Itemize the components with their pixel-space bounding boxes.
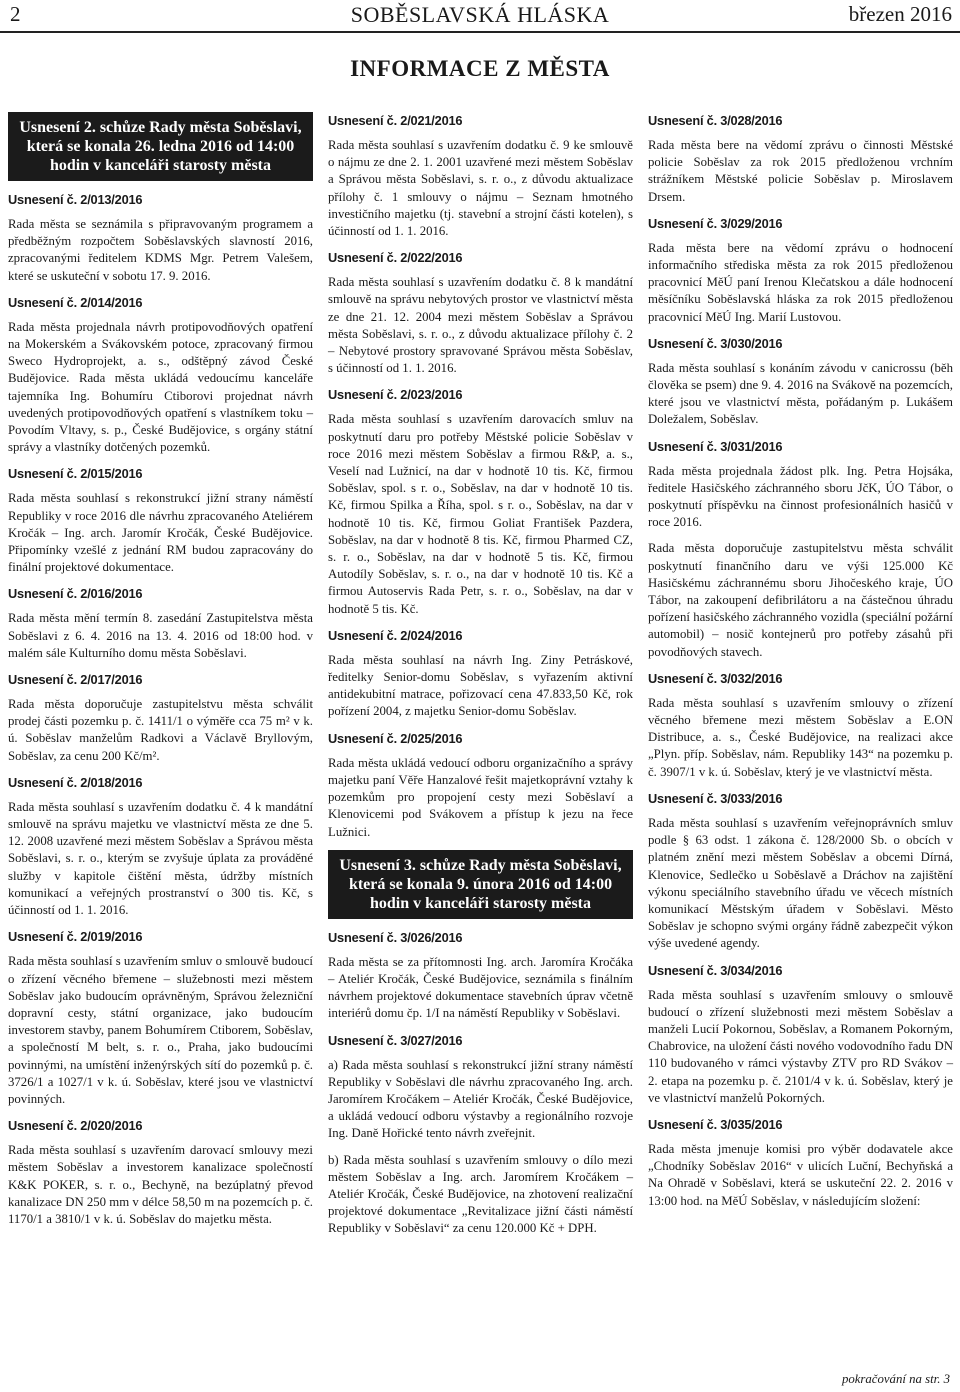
resolution-number: Usnesení č. 3/030/2016 <box>648 335 783 351</box>
resolution-number: Usnesení č. 2/015/2016 <box>8 466 143 482</box>
resolution-text: Rada města mění termín 8. zasedání Zastupitelstva města Soběslavi z 6. 4. 2016 na 13. 4. 2016 od 18:00 hod. v malém sále Kulturního domu města Soběslavi. <box>8 611 313 660</box>
resolution-text: b) Rada města souhlasí s uzavřením smlouvy o dílo mezi městem Soběslav a Ing. arch. Jaromírem Kročákem – Ateliér Kročák, České Budějovice, na zhotovení realizační projektové dokumentace „Revitalizace jižní části náměstí Republiky v Soběslavi“ za cenu 120.000 Kč + DPH. <box>328 1152 633 1236</box>
resolution-number: Usnesení č. 3/032/2016 <box>648 670 783 686</box>
resolution-text: Rada města souhlasí s uzavřením smlouvy o smlouvě budoucí o zřízení služebnosti mezi městem Soběslav a manželi Lucií Pokornou, Soběslav, a Romanem Pokorným, Chabrovice, na uložení části nového vodovodního řadu DN 110 budovaného v rámci výstavby ZTV pro RD Svákov – 2. etapa na pozemku p. č. 2101/4 v k. ú. Soběslav, který je ve vlastnictví manželů Pokorných. <box>648 987 953 1105</box>
continuation-note: pokračování na str. 3 <box>841 1372 950 1386</box>
resolution-number: Usnesení č. 2/025/2016 <box>328 730 463 746</box>
resolution-text: Rada města se za přítomnosti Ing. arch. Jaromíra Kročáka – Ateliér Kročák, České Budějovice, seznámila s finálním návrhem projektové dokumentace stavebních úprav včetně interiérů domu čp. 1/I na náměstí Republiky v Soběslavi. <box>328 954 633 1021</box>
resolution-text: a) Rada města souhlasí s rekonstrukcí jižní strany náměstí Republiky v Soběslavi dle návrhu zpracovaného Ing. arch. Jaromírem Kročákem – Ateliér Kročák, České Budějovice, a ukládá vedoucí odboru výstavby a regionálního rozvoje Ing. Daně Hořické tento návrh zveřejnit. <box>328 1057 633 1141</box>
resolution-number: Usnesení č. 3/035/2016 <box>648 1116 783 1132</box>
resolution-text: Rada města bere na vědomí zprávu o hodnocení informačního střediska města za rok 2015 předloženou pracovnicí MěÚ paní Irenou Klečatskou a dále hodnocení měsíčníku Soběslavská hláska za rok 2015 předloženou pracovnicí MěÚ Ing. Marií Lustovou. <box>648 240 953 324</box>
resolution-text: Rada města doporučuje zastupitelstvu města schválit prodej části pozemku p. č. 1411/1 o výměře cca 75 m² v k. ú. Soběslav manželům Radkovi a Václavě Bryllovým, Soběslav, za cenu 200 Kč/m². <box>8 697 313 763</box>
masthead-rule <box>0 31 960 33</box>
resolution-text: Rada města doporučuje zastupitelstvu města schválit poskytnutí finančního daru ve výši 125.000 Kč Hasičskému záchrannému sboru Jihočeského kraje, ÚO Tábor, na zakoupení defibrilátoru a na částečnou úhradu pořízení hasičského záchranného vozidla (speciální požární automobil) – nosič kontejnerů pro potřeby zásahů při povodňových stavech. <box>648 541 953 659</box>
resolution-text: Rada města projednala žádost plk. Ing. Petra Hojsáka, ředitele Hasičského záchranného sboru JčK, ÚO Tábor, o poskytnutí příspěvku na činnost profesionálních hasičů v roce 2016. <box>648 463 953 530</box>
resolution-number: Usnesení č. 3/034/2016 <box>648 962 783 978</box>
masthead <box>0 0 960 32</box>
resolution-number: Usnesení č. 3/029/2016 <box>648 215 783 231</box>
resolution-text: Rada města souhlasí s uzavřením dodatku č. 9 ke smlouvě o nájmu ze dne 2. 1. 2001 uzavřené mezi městem Soběslav a Správou města Soběslavi, s. r. o., z důvodu aktualizace přílohy č. 1 smlouvy o nájmu – Seznam hmotného investičního majetku (tj. stavební a strojní části kotelen), s účinností od 1. 1. 2016. <box>328 138 633 239</box>
resolution-number: Usnesení č. 2/021/2016 <box>328 113 463 128</box>
page-number: 2 <box>10 2 21 26</box>
resolution-text: Rada města souhlasí s uzavřením dodatku č. 8 k mandátní smlouvě na správu nebytových prostor ve vlastnictví města ze dne 21. 12. 2004 mezi městem Soběslav a Správou města Soběslavi, s. r. o., z důvodu aktualizace přílohy č. 2 – Nebytové prostory spravované Správou města Soběslav, s účinností od 1. 1. 2016. <box>328 275 633 376</box>
resolution-text: Rada města souhlasí s uzavřením darovacích smluv na poskytnutí daru pro potřeby Městské policie Soběslav v roce 2016 mezi městem Soběslav a firmou R&P, a. s., Veselí nad Lužnicí, na dar v hodnotě 10 tis. Kč, firmou Soběslav, spol. s r. o., Soběslav, na dar v hodnotě 10 tis. Kč, firmou Spilka a Říha, spol. s r. o., Soběslav, na dar v hodnotě 10 tis. Kč, firmou Goliat František Pazdera, Soběslav, na dar v hodnotě 8 tis. Kč, firmou Pharmed CZ, s. r. o., Soběslav, na dar v hodnotě 5 tis. Kč, firmou Autodíly Soběslav, s. r. o., na dar v hodnotě 10 tis. Kč a firmou Autoservis Rada Petr, s. r. o., Soběslav, na dar v hodnotě 5 tis. Kč. <box>328 412 633 616</box>
resolution-number: Usnesení č. 2/022/2016 <box>328 250 463 266</box>
meeting-heading: Usnesení 2. schůze Rady města Soběslavi, která se konala 26. ledna 2016 od 14:00 hodin v kanceláři starosty města <box>8 112 313 181</box>
resolution-number: Usnesení č. 2/023/2016 <box>328 387 463 403</box>
resolution-text: Rada města se seznámila s připravovaným programem a předběžným rozpočtem Soběslavských slavností 2016, zpracovanými ředitelem KDMS Mgr. Petrem Valešem, které se uskuteční v sobotu 17. 9. 2016. <box>8 217 313 283</box>
resolution-number: Usnesení č. 2/014/2016 <box>8 294 143 310</box>
resolution-number: Usnesení č. 3/028/2016 <box>648 113 783 128</box>
resolution-number: Usnesení č. 2/013/2016 <box>8 192 143 207</box>
resolution-text: Rada města souhlasí s uzavřením smlouvy o zřízení věcného břemene mezi městem Soběslav a E.ON Distribuce, a. s., České Budějovice, na realizaci akce „Plyn. příp. Soběslav, nám. Republiky 143“ na pozemku p. č. 3907/1 v k. ú. Soběslav, který je ve vlastnictví města. <box>648 695 953 779</box>
resolution-text: Rada města bere na vědomí zprávu o činnosti Městské policie Soběslav za rok 2015 předloženou vrchním strážníkem Městské policie Soběslav p. Miroslavem Drsem. <box>648 138 953 204</box>
resolution-number: Usnesení č. 3/026/2016 <box>328 929 463 945</box>
resolution-number: Usnesení č. 2/017/2016 <box>8 672 143 688</box>
resolution-number: Usnesení č. 3/033/2016 <box>648 790 783 806</box>
resolution-number: Usnesení č. 3/031/2016 <box>648 438 783 454</box>
column-left <box>8 112 313 1237</box>
resolution-text: Rada města souhlasí s uzavřením veřejnoprávních smluv podle § 63 odst. 1 zákona č. 128/2000 Sb. o obcích v platném znění mezi městem Soběslav a obcemi Dírná, Klenovice, Sedlečko u Soběslavě a Dráchov na zajištění výkonu speciálního stavebního úřadu ve věcech místních komunikací Městským úřadem v Soběslavi. Město Soběslav je schopno svými orgány řádně zabezpečit výkon výše uvedené agendy. <box>648 815 953 951</box>
resolution-text: Rada města souhlasí s uzavřením smluv o smlouvě budoucí o zřízení věcného břemene – služebnosti mezi městem Soběslav jako budoucím oprávněným, Správou železniční dopravní cesty, státní organizace, jako budoucím investorem stavby, panem Bohumírem Ctiborem, Soběslav, a společností M belt, s. r. o., Praha, jako budoucími povinnými, na umístění inženýrských sítí do pozemků p. č. 3726/1 a 1027/1 v k. ú. Soběslav, které jsou ve vlastnictví povinných. <box>8 954 313 1106</box>
resolution-text: Rada města souhlasí s konáním závodu v canicrossu (běh člověka se psem) dne 9. 4. 2016 na Svákově na pozemcích, které jsou ve vlastnictví města, pořádaným p. Lukášem Doležalem, Soběslav. <box>648 360 953 427</box>
resolution-text: Rada města souhlasí s uzavřením dodatku č. 4 k mandátní smlouvě na správu majetku ve vlastnictví města ze dne 5. 12. 2008 uzavřené mezi městem Soběslav a Správou města Soběslavi, s. r. o., kterým se zvyšuje úplata za prováděné služby v kapitole čištění města, údržby místních komunikací a veřejných prostranství o 300 tis. Kč, s účinností od 1. 1. 2016. <box>8 799 313 918</box>
meeting-heading: Usnesení 3. schůze Rady města Soběslavi, která se konala 9. února 2016 od 14:00 hodin v kanceláři starosty města <box>328 850 633 919</box>
publication-title: SOBĚSLAVSKÁ HLÁSKA <box>350 2 610 27</box>
resolution-text: Rada města jmenuje komisi pro výběr dodavatele akce „Chodníky Soběslav 2016“ v ulicích Luční, Bechyňská a Na Ohradě v Soběslavi, která se uskuteční 22. 2. 2016 v 13:00 hod. na MěÚ Soběslav, v následujícím složení: <box>648 1141 953 1208</box>
column-middle <box>328 112 633 1247</box>
resolution-number: Usnesení č. 2/024/2016 <box>328 627 463 643</box>
issue-date: březen 2016 <box>848 2 952 26</box>
resolution-text: Rada města ukládá vedoucí odboru organizačního a správy majetku paní Věře Hanzalové řešit majetkoprávní vztahy k pozemkům pro propojení cesty mezi Soběslaví a Klenovicemi pod Svákovem a přístup k jezu na řece Lužnici. <box>328 755 633 839</box>
resolution-text: Rada města souhlasí s rekonstrukcí jižní strany náměstí Republiky v roce 2016 dle návrhu zpracovaného Ateliérem Kročák – Ing. arch. Jaromír Kročák, České Budějovice. Připomínky vzešlé z jednání RM budou zapracovány do finální projektové dokumentace. <box>8 491 313 575</box>
resolution-number: Usnesení č. 2/019/2016 <box>8 929 143 945</box>
section-title: INFORMACE Z MĚSTA <box>350 56 610 81</box>
resolution-number: Usnesení č. 2/016/2016 <box>8 586 143 602</box>
resolution-text: Rada města projednala návrh protipovodňových opatření na Mokerském a Svákovském potoce, zpracovaný firmou Sweco Hydroprojekt, a. s., odštěpný závod České Budějovice. Rada města ukládá vedoucímu kanceláře tajemníka Ing. Bohumíru Ctiborovi projednat návrh uvedených protipovodňových opatření s vlastníkem toku – Povodím Vltavy, s. p., České Budějovice, s orgány státní správy a vlastníky dotčených pozemků. <box>8 319 313 455</box>
resolution-text: Rada města souhlasí s uzavřením darovací smlouvy mezi městem Soběslav a investorem kanalizace společností K&K POKER, s. r. o., Bechyně, na bezúplatný převod kanalizace DN 250 mm v délce 58,50 m na pozemcích p. č. 1170/1 a 3810/1 v k. ú. Soběslav do majetku města. <box>8 1143 313 1226</box>
resolution-text: Rada města souhlasí na návrh Ing. Ziny Petráskové, ředitelky Senior-domu Soběslav, s vyřazením aktivní antidekubitní matrace, pořizovací cena 47.833,50 Kč, rok pořízení 2004, z majetku Senior-domu Soběslav. <box>328 652 633 719</box>
resolution-number: Usnesení č. 2/020/2016 <box>8 1118 143 1134</box>
resolution-number: Usnesení č. 2/018/2016 <box>8 774 143 790</box>
column-right <box>648 112 953 1219</box>
resolution-number: Usnesení č. 3/027/2016 <box>328 1032 463 1048</box>
